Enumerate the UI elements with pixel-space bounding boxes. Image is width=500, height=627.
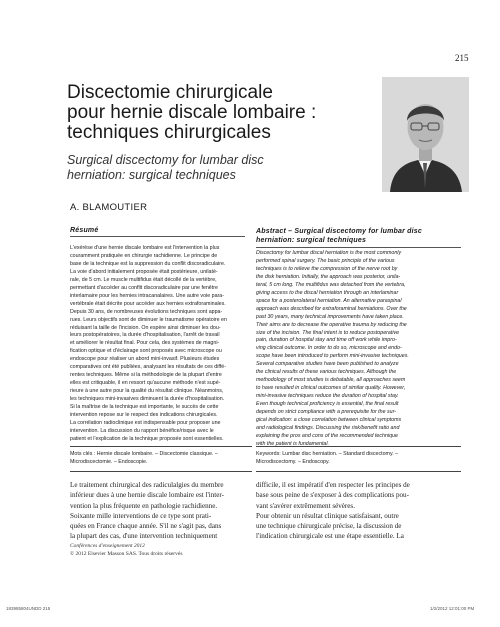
copyright-footnote [70, 543, 252, 558]
keywords-rule-right [256, 446, 461, 447]
page-number: 215 [455, 53, 469, 63]
abstract-heading-line: herniation: surgical techniques [256, 237, 367, 244]
abstract-line: Even though technical proficiency is essential, the final result [256, 401, 399, 408]
abstract-line: depends on strict compliance with a prerequisite for the sur- [256, 409, 397, 416]
keywords-line: Mots clés : Hernie discale lombaire. – Discectomie classique. – [70, 451, 218, 457]
resume-line: L'exérèse d'une hernie discale lombaire est l'intervention la plus [70, 245, 220, 251]
body-line: difficile, il est impératif d'en respecter les principes de [256, 481, 410, 489]
abstract-line: gical indication: a close correlation between clinical symptoms [256, 417, 402, 424]
abstract-line: size of the incision. The final intent is to reduce postoperative [256, 329, 400, 336]
resume-line: patient et l'explication de la technique proposée sont essentielles. [70, 435, 224, 442]
print-footer-right: 1/2/2012 12:01:00 PM [430, 606, 475, 611]
abstract-line: pain, duration of hospital stay and time off work while impro- [256, 337, 397, 344]
body-rule-right [256, 471, 461, 472]
abstract-line: with the patient is fundamental. [256, 440, 330, 447]
abstract-line: to have resulted in clinical outcomes of similar quality. However, [256, 385, 406, 392]
resume-heading: Résumé [70, 227, 245, 237]
title-line: pour hernie discale lombaire : [67, 102, 317, 123]
body-line: vention la plus fréquente en pathologie rachidienne. [70, 501, 218, 510]
title-line: Discectomie chirurgicale [67, 82, 273, 103]
abstract-line: the disk herniation. Initially, the approach was posterior, unila- [256, 273, 401, 280]
author-photo [382, 77, 469, 192]
abstract-line: methodology of most studies is debatable, all approaches seem [256, 377, 406, 384]
body-line: Le traitement chirurgical des radiculalgies du membre [70, 481, 224, 489]
abstract-line: Several comparative studies have been published to analyze [256, 361, 399, 368]
article-title [67, 83, 357, 143]
abstract-line: space for a posterolateral herniation. An alternative paraspinal [256, 297, 402, 304]
footnote-line: Conférences d'enseignement 2012 [70, 543, 145, 549]
keywords-english [256, 451, 461, 466]
keywords-rule-left [70, 446, 252, 447]
keywords-line: Microdiscectomy. – Endoscopy. [256, 458, 330, 465]
resume-line: rieure à une autre pour la qualité du résultat clinique. Néanmoins, [70, 388, 224, 395]
abstract-line: approach was described for extraforaminal herniations. Over the [256, 305, 407, 312]
resume-line: La corrélation radioclinique est indispensable pour proposer une [70, 419, 221, 426]
resume-line: fication optique et d'éclairage sont proposés avec microscope ou [70, 348, 222, 355]
title-line: techniques chirurgicales [67, 122, 271, 143]
keywords-line: Microdiscectomie. – Endoscopie. [70, 458, 148, 465]
body-rule-left [70, 471, 252, 472]
resume-line: comparatives ont été publiées, analysant les résultats de ces diffé- [70, 364, 226, 371]
abstract-line: ving clinical outcome. In order to do so, microscope and endo- [256, 345, 402, 352]
body-column-left [70, 480, 252, 542]
body-line: inférieur dues à une hernie discale lombaire est l'inter- [70, 491, 224, 500]
body-line: base sous peine de s'exposer à des complications pou- [256, 491, 409, 500]
resume-line: leurs postopératoires, la durée d'hospitalisation, l'arrêt de travail [70, 332, 220, 339]
resume-line: les techniques mini-invasives diminuent la durée d'hospitalisation. [70, 396, 225, 403]
body-line: vant s'avérer extrêmement sévères. [256, 501, 355, 510]
abstract-line: scope have been introduced to perform mini-invasive techniques. [256, 353, 409, 360]
abstract-line: and radiological findings. Discussing the risk/benefit ratio and [256, 424, 400, 431]
resume-line: intervention. La discussion du rapport bénéfice/risque avec le [70, 427, 214, 434]
body-column-right [256, 480, 461, 542]
resume-text [70, 245, 252, 444]
author-name: A. BLAMOUTIER [70, 202, 148, 213]
abstract-line: giving access to the discal herniation through an interlaminar [256, 289, 399, 296]
abstract-line: the clinical results of these various techniques. Although the [256, 369, 397, 376]
resume-line: elles est critiquable, il en ressort qu'aucune méthode n'est supé- [70, 380, 221, 387]
resume-line: permettant d'accéder au conflit discoradiculaire par une fenêtre [70, 284, 218, 291]
keywords-line: Keywords: Lumbar disc herniation. – Standard discectomy. – [256, 451, 399, 457]
abstract-heading-line: Abstract – Surgical discectomy for lumbar disc [256, 228, 422, 235]
body-line: une technique chirurgicale précise, la discussion de [256, 522, 402, 531]
resume-line: La voie d'abord initialement proposée était postérieure, unilaté- [70, 268, 218, 275]
resume-line: couramment pratiquée en chirurgie rachidienne. Le principe de [70, 252, 218, 259]
abstract-line: explaining the pros and cons of the recommended technique [256, 432, 398, 439]
abstract-text [256, 250, 461, 449]
body-line: quées en France chaque année. S'il ne s'agit pas, dans [70, 522, 222, 531]
abstract-line: performed spinal surgery. The basic principle of the various [256, 257, 395, 264]
footnote-line: © 2012 Elsevier Masson SAS. Tous droits réservés [70, 550, 183, 557]
resume-line: vertébrale était décrite pour accéder aux hernies extraforaminales. [70, 300, 226, 307]
resume-line: rale, de 5 cm. Le muscle multifidus était décollé de la vertèbre, [70, 276, 217, 283]
article-subtitle [67, 153, 367, 183]
resume-line: et améliorer le résultat final. Pour cela, des systèmes de magni- [70, 340, 220, 347]
resume-line: Depuis 30 ans, de nombreuses évolutions techniques sont appa- [70, 308, 223, 315]
body-line: Pour obtenir un résultat clinique satisfaisant, outre [256, 511, 399, 520]
portrait-image [382, 77, 469, 192]
subtitle-line: Surgical discectomy for lumbar disc [67, 153, 264, 167]
abstract-line: past 30 years, many technical improvements have taken place. [256, 313, 404, 320]
keywords-french [70, 451, 252, 466]
resume-line: réduisant la taille de l'incision. On espère ainsi diminuer les dou- [70, 324, 221, 331]
abstract-line: mini-invasive techniques reduce the duration of hospital stay. [256, 393, 399, 400]
resume-line: base de la technique est la suppression du conflit discoradiculaire. [70, 260, 226, 267]
resume-line: intervention repose sur le respect des indications chirurgicales. [70, 412, 218, 419]
abstract-line: techniques is to relieve the compression of the nerve root by [256, 265, 398, 272]
subtitle-line: herniation: surgical techniques [67, 168, 236, 182]
abstract-line: Their aims are to decrease the operative trauma by reducing the [256, 321, 407, 328]
resume-line: rentes techniques. Même si la méthodologie de la plupart d'entre [70, 372, 222, 379]
resume-line: rues. Leurs objectifs sont de diminuer le traumatisme opératoire en [70, 316, 227, 323]
abstract-line: teral, 5 cm long. The multifidus was detached from the vertebra, [256, 281, 406, 288]
abstract-line: Discectomy for lumbar discal herniation is the most commonly [256, 250, 402, 256]
body-line: l'indication chirurgicale est une étape essentielle. La [256, 532, 404, 541]
abstract-heading [256, 227, 461, 248]
resume-line: interlamaire pour les hernies intracanalaires. Une autre voie para- [70, 292, 224, 299]
resume-line: Si la maîtrise de la technique est importante, le succès de cette [70, 404, 219, 411]
print-footer-left: 183985804UNDD 215 [6, 606, 51, 611]
resume-line: endoscope pour réaliser un abord mini-invasif. Plusieurs études [70, 356, 220, 363]
body-line: Soixante mille interventions de ce type sont prati- [70, 511, 212, 520]
body-line: la plupart des cas, d'une intervention techniquement [70, 532, 218, 541]
